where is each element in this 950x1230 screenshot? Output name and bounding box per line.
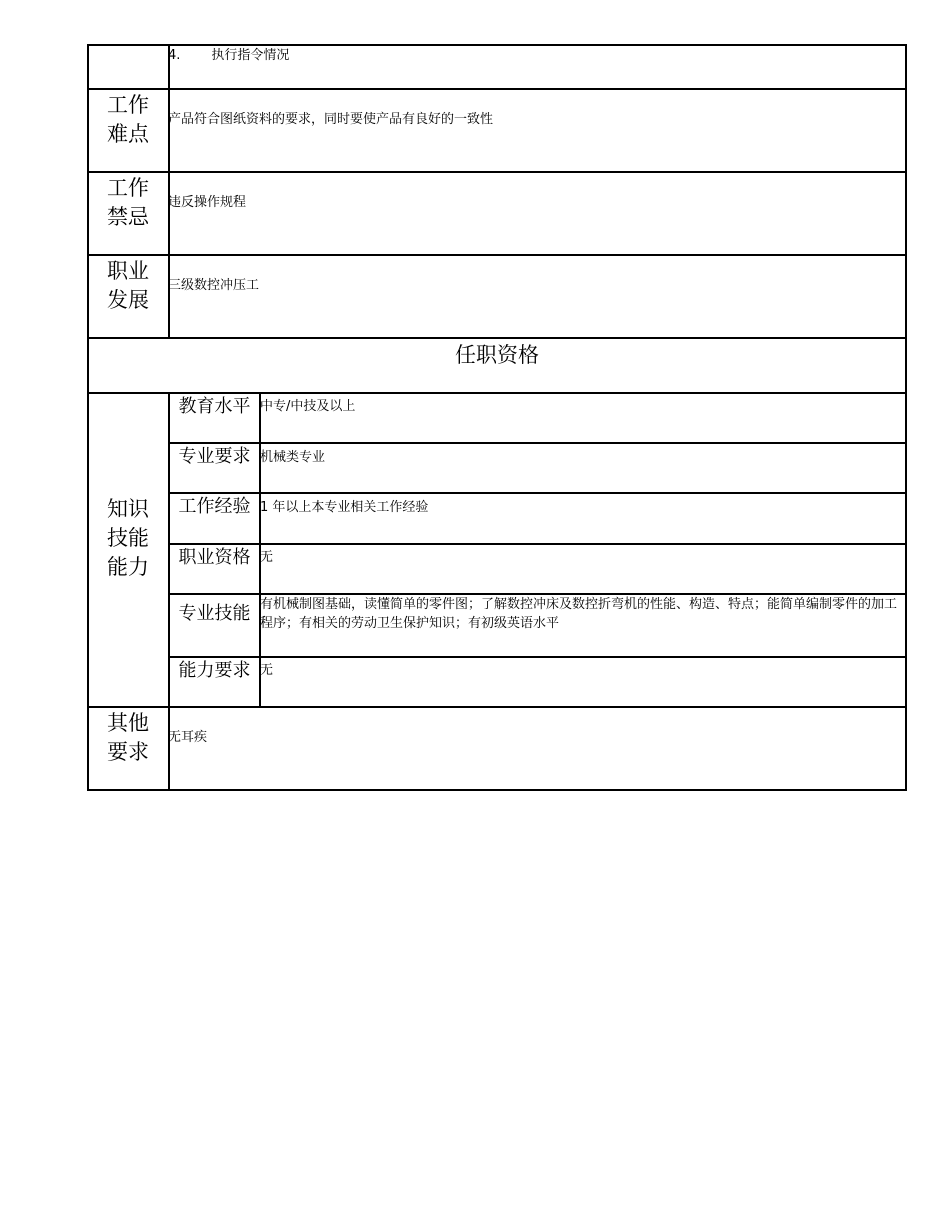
major-requirement-value: 机械类专业 — [260, 450, 326, 465]
work-experience-label: 工作经验 — [178, 496, 251, 517]
taboo-text: 违反操作规程 — [168, 195, 247, 210]
row-divider — [87, 706, 907, 708]
work-experience-value: 1 年以上本专业相关工作经验 — [260, 500, 429, 515]
row-divider — [87, 171, 907, 173]
sub-row-divider — [168, 492, 907, 494]
instruction-text: 执行指令情况 — [211, 48, 290, 63]
other-requirement-label: 其他 要求 — [107, 711, 149, 764]
ability-requirement-value: 无 — [260, 663, 274, 678]
row-divider — [87, 337, 907, 339]
instruction-item — [168, 46, 289, 65]
table-border-left — [87, 44, 89, 791]
qualification-title: 任职资格 — [455, 343, 539, 367]
sub-row-divider — [168, 543, 907, 545]
professional-certificate-value: 无 — [260, 550, 274, 565]
career-text: 三级数控冲压工 — [168, 278, 260, 293]
major-requirement-label: 专业要求 — [178, 446, 251, 467]
professional-skill-label: 专业技能 — [178, 603, 251, 624]
taboo-label: 工作 禁忌 — [107, 176, 149, 229]
knowledge-skill-ability-label: 知识 技能 能力 — [107, 497, 149, 579]
difficulty-text: 产品符合图纸资料的要求，同时要使产品有良好的一致性 — [168, 112, 494, 127]
row-divider — [87, 88, 907, 90]
education-level-value: 中专/中技及以上 — [260, 399, 356, 414]
sub-row-divider — [168, 442, 907, 444]
table-border-bottom — [87, 789, 907, 791]
education-level-label: 教育水平 — [178, 396, 251, 417]
career-label: 职业 发展 — [107, 259, 149, 312]
difficulty-label: 工作 难点 — [107, 93, 149, 146]
professional-certificate-label: 职业资格 — [178, 547, 251, 568]
instruction-number: 4. — [168, 48, 181, 63]
table-border-right — [905, 44, 907, 791]
row-divider — [87, 392, 907, 394]
sub-row-divider — [168, 656, 907, 658]
row-divider — [87, 254, 907, 256]
professional-skill-value: 有机械制图基础，读懂简单的零件图；了解数控冲床及数控折弯机的性能、构造、特点；能简单编制零件的加工程序；有相关的劳动卫生保护知识；有初级英语水平 — [260, 597, 898, 631]
ability-requirement-label: 能力要求 — [178, 660, 251, 681]
other-requirement-text: 无耳疾 — [168, 730, 208, 745]
